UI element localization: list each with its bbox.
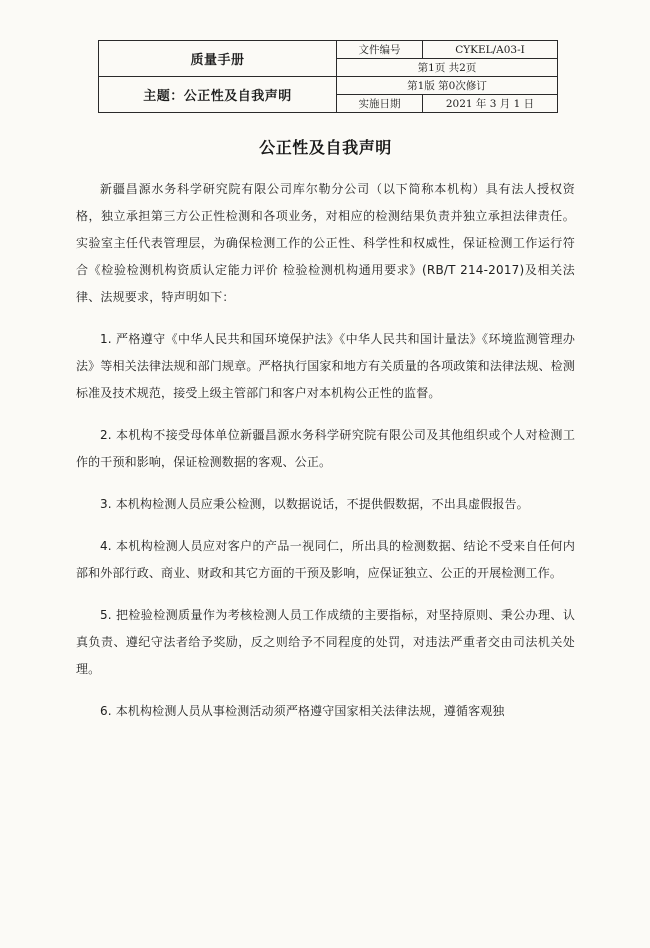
document-subject: 主题：公正性及自我声明 — [99, 77, 337, 113]
declaration-item-4: 4. 本机构检测人员应对客户的产品一视同仁，所出具的检测数据、结论不受来自任何内部和外部行政、商业、财政和其它方面的干预及影响，应保证独立、公正的开展检测工作。 — [76, 539, 575, 580]
version-info: 第1版 第0次修订 — [337, 77, 558, 95]
file-number-label: 文件编号 — [337, 41, 423, 59]
declaration-item-3: 3. 本机构检测人员应秉公检测，以数据说话，不提供假数据，不出具虚假报告。 — [100, 497, 529, 511]
document-content — [76, 135, 575, 725]
file-number-value: CYKEL/A03-I — [423, 41, 558, 59]
effective-date-value: 2021 年 3 月 1 日 — [423, 95, 558, 113]
page-info: 第1页 共2页 — [337, 59, 558, 77]
declaration-item-2: 2. 本机构不接受母体单位新疆昌源水务科学研究院有限公司及其他组织或个人对检测工作的干预和影响，保证检测数据的客观、公正。 — [76, 428, 575, 469]
declaration-item-1: 1. 严格遵守《中华人民共和国环境保护法》《中华人民共和国计量法》《环境监测管理办法》等相关法律法规和部门规章。严格执行国家和地方有关质量的各项政策和法律法规、检测标准及技术规范，接受上级主管部门和客户对本机构公正性的监督。 — [76, 332, 575, 400]
manual-title: 质量手册 — [99, 41, 337, 77]
document-title: 公正性及自我声明 — [259, 138, 392, 157]
declaration-item-5: 5. 把检验检测质量作为考核检测人员工作成绩的主要指标，对坚持原则、秉公办理、认真负责、遵纪守法者给予奖励，反之则给予不同程度的处罚，对违法严重者交由司法机关处理。 — [76, 608, 575, 676]
declaration-item-6: 6. 本机构检测人员从事检测活动须严格遵守国家相关法律法规，遵循客观独 — [100, 704, 505, 718]
effective-date-label: 实施日期 — [337, 95, 423, 113]
document-header-table — [98, 40, 558, 113]
intro-paragraph: 新疆昌源水务科学研究院有限公司库尔勒分公司（以下简称本机构）具有法人授权资格，独立承担第三方公正性检测和各项业务，对相应的检测结果负责并独立承担法律责任。实验室主任代表管理层，为确保检测工作的公正性、科学性和权威性，保证检测工作运行符合《检验检测机构资质认定能力评价 检验检测机构通用要求》(RB/T 214-2017)及相关法律、法规要求，特声明如下： — [76, 182, 575, 304]
